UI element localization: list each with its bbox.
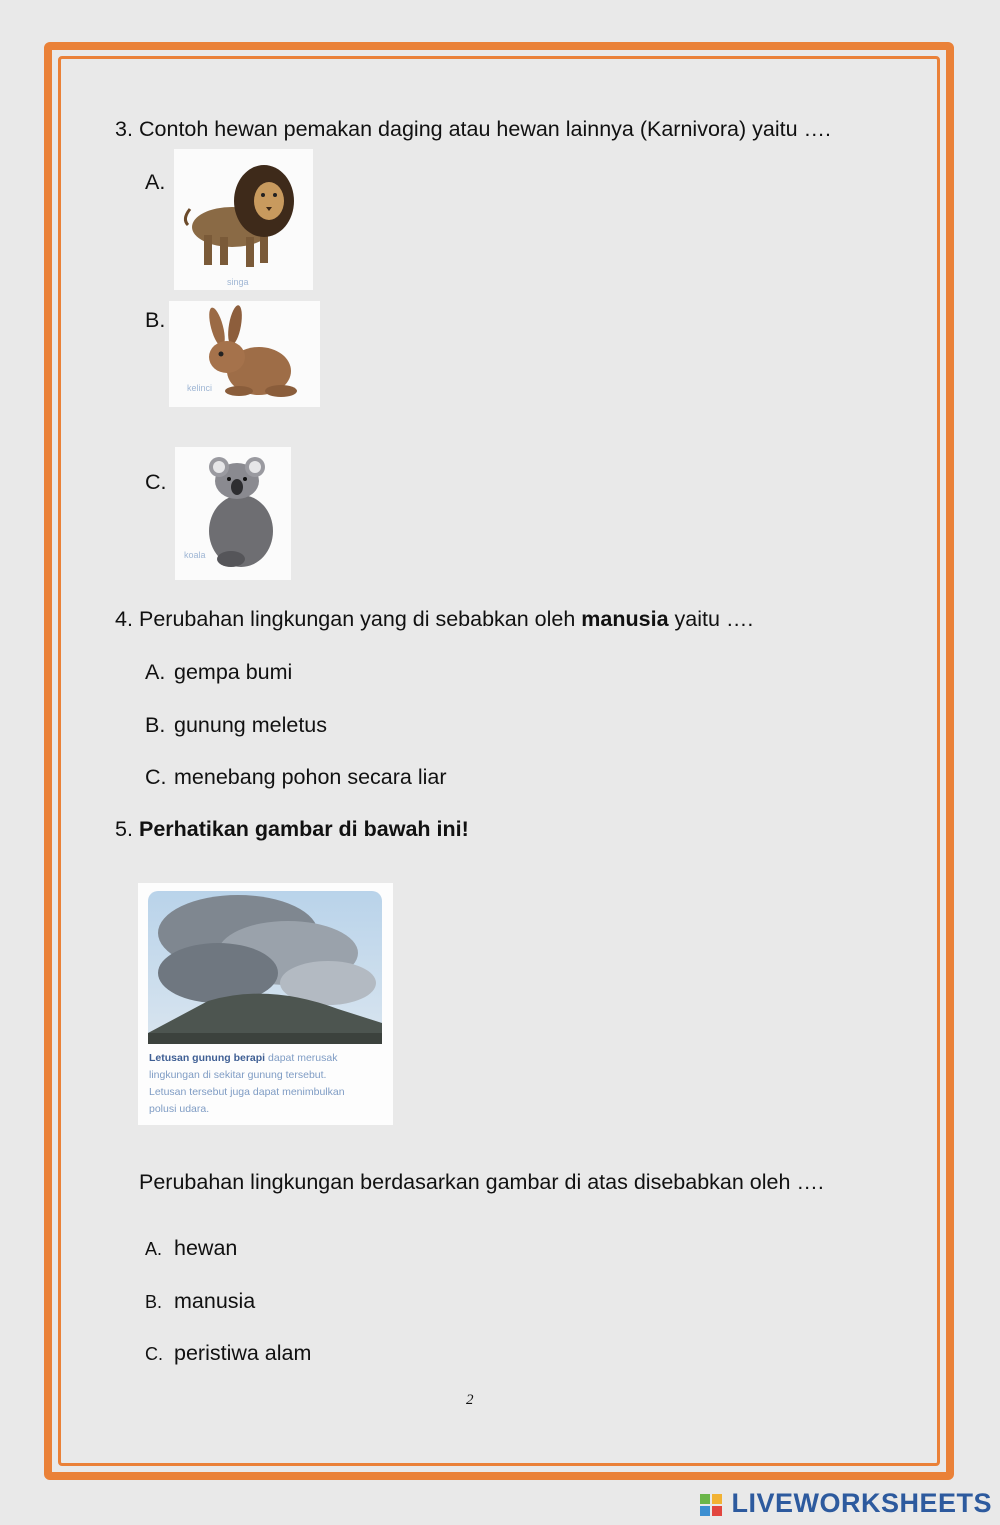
q3-text: Contoh hewan pemakan daging atau hewan lainnya (Karnivora) yaitu …. [139, 117, 832, 141]
koala-icon [175, 447, 291, 580]
q3-option-b-letter: B. [145, 308, 166, 332]
koala-caption: koala [184, 550, 206, 560]
q4-option-a-text[interactable]: gempa bumi [174, 660, 293, 684]
q3-option-a-letter: A. [145, 170, 166, 194]
page-number: 2 [466, 1392, 474, 1408]
q3-option-c-letter: C. [145, 470, 167, 494]
rabbit-caption: kelinci [187, 383, 213, 393]
q4-text-after: yaitu …. [668, 607, 754, 631]
q5-option-c-text[interactable]: peristiwa alam [174, 1341, 312, 1365]
q4-text-before: Perubahan lingkungan yang di sebabkan oleh [139, 607, 582, 631]
q5-number: 5. [115, 817, 133, 841]
q3-number: 3. [115, 117, 133, 141]
q5-volcano-figure [138, 883, 393, 1125]
q4-option-a-letter: A. [145, 660, 166, 684]
lion-icon [174, 149, 313, 290]
volcano-caption-line4: polusi udara. [149, 1103, 210, 1115]
volcano-caption-bold: Letusan gunung berapi [149, 1052, 266, 1064]
q5-option-c-letter: C. [145, 1344, 163, 1364]
liveworksheets-logo-icon [700, 1494, 722, 1516]
lion-caption: singa [227, 277, 249, 287]
volcano-caption-line2: lingkungan di sekitar gunung tersebut. [149, 1069, 327, 1081]
q4-number: 4. [115, 607, 133, 631]
q4-option-c-letter: C. [145, 765, 167, 789]
q5-option-a-letter: A. [145, 1239, 163, 1259]
q5-option-b-letter: B. [145, 1292, 163, 1312]
q4-option-b-text[interactable]: gunung meletus [174, 713, 327, 737]
q5-option-a-text[interactable]: hewan [174, 1236, 238, 1260]
q4-text [139, 609, 753, 631]
q4-option-c-text[interactable]: menebang pohon secara liar [174, 765, 447, 789]
q4-text-bold: manusia [581, 607, 669, 631]
liveworksheets-brand[interactable]: LIVEWORKSHEETS [731, 1488, 992, 1518]
q3-option-b-rabbit-image[interactable] [169, 301, 320, 407]
volcano-caption-line3: Letusan tersebut juga dapat menimbulkan [149, 1086, 345, 1098]
q4-option-b-letter: B. [145, 713, 166, 737]
volcano-eruption-image [138, 883, 393, 1048]
q3-option-c-koala-image[interactable] [175, 447, 291, 580]
volcano-caption-line1: dapat merusak [265, 1052, 338, 1064]
q3-option-a-lion-image[interactable] [174, 149, 313, 290]
q5-instruction: Perhatikan gambar di bawah ini! [139, 817, 469, 841]
volcano-caption [149, 1050, 389, 1118]
q5-option-b-text[interactable]: manusia [174, 1289, 256, 1313]
q5-question: Perubahan lingkungan berdasarkan gambar di atas disebabkan oleh …. [139, 1170, 824, 1194]
